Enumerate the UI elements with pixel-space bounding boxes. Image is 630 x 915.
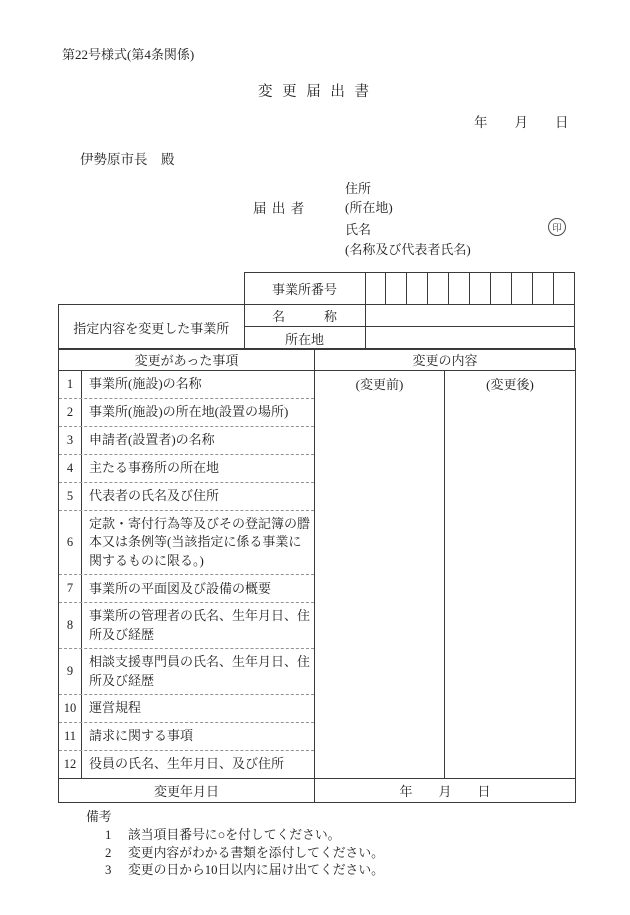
- change-item-row: [59, 695, 314, 723]
- applicant-label: 届 出 者: [253, 201, 306, 216]
- note-text: 変更内容がわかる書類を添付してください。: [128, 845, 384, 860]
- change-item-label: 事業所(施設)の名称: [89, 376, 202, 392]
- page-title: 変 更 届 出 書: [258, 84, 372, 100]
- change-item-number: 4: [59, 455, 82, 482]
- change-item-row: [59, 455, 314, 483]
- office-number-cell[interactable]: [553, 273, 574, 305]
- change-item-row: [59, 511, 314, 575]
- change-item-number: 11: [59, 723, 82, 750]
- change-date-label: 変更年月日: [59, 779, 315, 803]
- office-name-label: 名 称: [244, 305, 365, 327]
- change-item-number: 12: [59, 751, 82, 778]
- change-item-row: [59, 603, 314, 649]
- office-address-label: 所在地: [244, 327, 365, 350]
- change-item-label: 請求に関する事項: [89, 728, 194, 744]
- change-item-label: 申請者(設置者)の名称: [89, 432, 215, 448]
- note-number: 1: [105, 828, 112, 842]
- date-line: 年 月 日: [474, 115, 569, 130]
- office-number-cell[interactable]: [386, 273, 407, 305]
- change-item-row: [59, 483, 314, 511]
- change-item-row: [59, 723, 314, 751]
- applicant-address-label: 住所: [345, 181, 372, 196]
- change-item-row: [59, 751, 314, 778]
- change-item-number: 7: [59, 575, 82, 602]
- change-item-number: 10: [59, 695, 82, 722]
- applicant-name-label: 氏名: [345, 222, 372, 237]
- after-column[interactable]: [445, 371, 576, 779]
- change-item-label: 事業所の平面図及び設備の概要: [89, 580, 272, 596]
- change-item-row: [59, 649, 314, 695]
- change-item-label: 役員の氏名、生年月日、及び住所: [89, 756, 285, 772]
- change-item-number: 8: [59, 603, 82, 648]
- note-row: [105, 862, 384, 880]
- change-item-label: 相談支援専門員の氏名、生年月日、住所及び経歴: [89, 654, 311, 688]
- notes-list: [86, 827, 384, 880]
- change-table: [58, 348, 576, 803]
- change-item-label: 事業所(施設)の所在地(設置の場所): [89, 404, 289, 420]
- applicant-address-note: (所在地): [345, 200, 393, 215]
- change-items-cell: [59, 371, 315, 779]
- note-text: 変更の日から10日以内に届け出てください。: [128, 863, 384, 877]
- office-number-cell[interactable]: [428, 273, 449, 305]
- change-item-label: 事業所の管理者の氏名、生年月日、住所及び経歴: [89, 608, 311, 642]
- before-column[interactable]: [315, 371, 445, 779]
- notes-title: 備考: [86, 810, 112, 824]
- before-label: (変更前): [355, 377, 404, 392]
- change-item-row: [59, 399, 314, 427]
- office-number-label: 事業所番号: [244, 273, 365, 305]
- note-text: 該当項目番号に○を付してください。: [128, 828, 341, 842]
- note-number: 3: [105, 863, 112, 877]
- change-item-row: [59, 427, 314, 455]
- change-item-label: 定款・寄付行為等及びその登記簿の謄本又は条例等(当該指定に係る事業に関するものに限る。): [89, 516, 311, 568]
- change-item-number: 1: [59, 371, 82, 398]
- office-number-cell[interactable]: [365, 273, 386, 305]
- change-item-number: 6: [59, 511, 82, 574]
- notes-section: [86, 806, 384, 880]
- change-item-number: 9: [59, 649, 82, 694]
- change-item-row: [59, 371, 314, 399]
- change-item-number: 2: [59, 399, 82, 426]
- note-row: [105, 845, 384, 863]
- seal-stamp-icon: 印: [548, 218, 566, 236]
- change-item-number: 3: [59, 427, 82, 454]
- office-number-cell[interactable]: [407, 273, 428, 305]
- office-row-header: 指定内容を変更した事業所: [59, 305, 245, 350]
- change-item-label: 運営規程: [89, 700, 142, 716]
- office-number-cell[interactable]: [470, 273, 491, 305]
- note-row: [105, 827, 384, 845]
- office-address-value[interactable]: [365, 327, 575, 350]
- change-item-row: [59, 575, 314, 603]
- form-number: 第22号様式(第4条関係): [62, 47, 195, 62]
- applicant-name-note: (名称及び代表者氏名): [345, 242, 471, 257]
- after-label: (変更後): [486, 377, 534, 392]
- note-number: 2: [105, 845, 112, 860]
- office-table: [58, 272, 575, 350]
- items-header: 変更があった事項: [59, 349, 315, 371]
- office-table-spacer: [59, 273, 245, 305]
- change-item-label: 主たる事務所の所在地: [89, 460, 220, 476]
- office-number-cell[interactable]: [512, 273, 533, 305]
- office-number-cell[interactable]: [491, 273, 512, 305]
- office-number-cell[interactable]: [449, 273, 470, 305]
- change-items-list: [59, 371, 314, 778]
- office-number-cell[interactable]: [533, 273, 554, 305]
- change-item-label: 代表者の氏名及び住所: [89, 488, 220, 504]
- change-date-value: 年 月 日: [315, 779, 576, 803]
- content-header: 変更の内容: [315, 349, 576, 371]
- office-name-value[interactable]: [365, 305, 575, 327]
- change-item-number: 5: [59, 483, 82, 510]
- addressee: 伊勢原市長 殿: [80, 152, 175, 167]
